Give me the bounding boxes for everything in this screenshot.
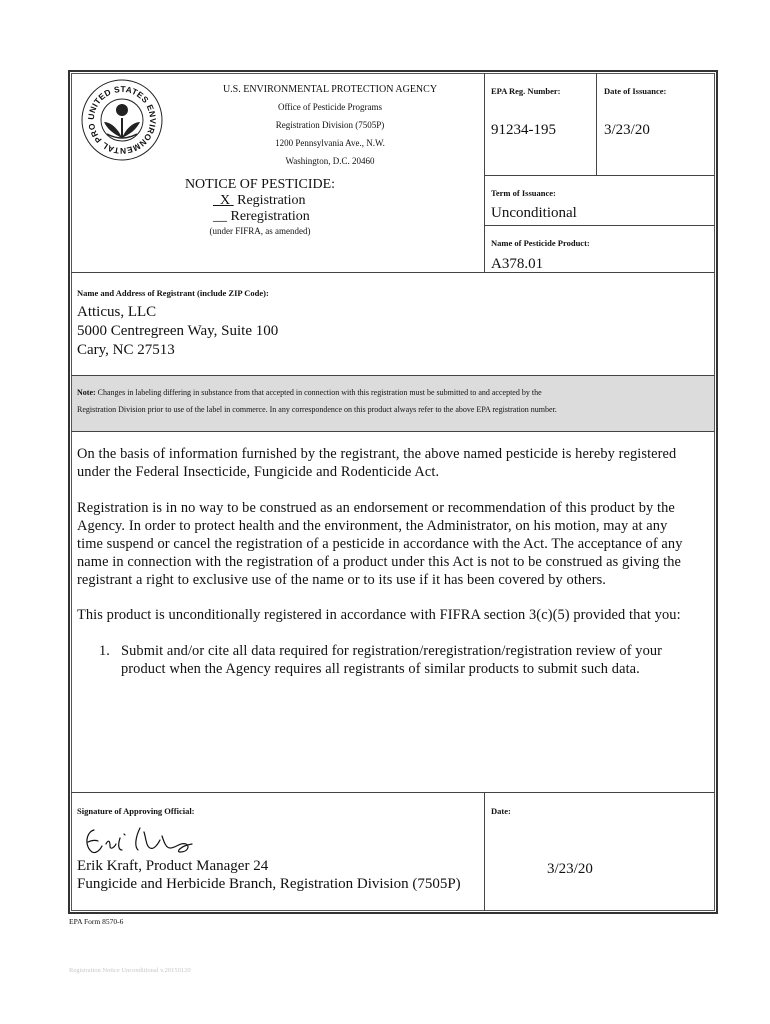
term-label: Term of Issuance: [491,188,556,198]
header-divider-right [596,73,597,175]
reregistration-mark: __ [213,209,227,224]
divider-header-bottom [71,272,715,273]
note-text-1: Changes in labeling differing in substance from that accepted in connection with this registration must be submitted to and accepted by the [97,388,542,397]
reregistration-label: Reregistration [230,209,310,224]
body-p2-line-5: registrant a right to exclusive use of the name or to its use if it has been covered by others. [77,572,607,588]
form-number: EPA Form 8570-6 [69,917,124,926]
issuance-date-label: Date of Issuance: [604,86,667,96]
body-p2-line-2: Agency. In order to protect health and the environment, the Administrator, on his motion, may at any [77,518,668,534]
product-name-value: A378.01 [491,256,544,272]
term-value: Unconditional [491,205,577,221]
registration-option [213,193,306,209]
divider-body-bottom [71,792,715,793]
agency-city: Washington, D.C. 20460 [285,156,375,166]
note-text-2: Registration Division prior to use of the label in commerce. In any correspondence on this product always refer to the above EPA registration number. [77,405,557,414]
notice-title: NOTICE OF PESTICIDE: [184,177,336,192]
signer-name: Erik Kraft, Product Manager 24 [77,858,269,874]
registration-label: Registration [237,193,306,208]
registrant-label: Name and Address of Registrant (include ZIP Code): [77,288,269,298]
epa-seal-icon [80,78,164,162]
notice-subtitle: (under FIFRA, as amended) [209,226,311,236]
signature-date: 3/23/20 [547,861,593,877]
body-p2-line-3: time suspend or cancel the registration of a pesticide in accordance with the Act. The acceptance of any [77,536,683,552]
agency-division: Registration Division (7505P) [275,120,385,130]
handwritten-signature [80,822,200,858]
agency-name: U.S. ENVIRONMENTAL PROTECTION AGENCY [222,84,438,95]
header-row-divider-1 [484,175,715,176]
issuance-date-value: 3/23/20 [604,122,650,138]
registrant-street: 5000 Centregreen Way, Suite 100 [77,323,279,339]
form-inner-border [71,73,715,911]
note-background [72,376,714,431]
list-item-line-1: Submit and/or cite all data required for registration/reregistration/registration review of your [121,643,663,659]
body-p1-line-1: On the basis of information furnished by the registrant, the above named pesticide is hereby registered [77,446,677,462]
list-item-number: 1. [99,643,110,659]
faint-reference: Registration Notice Unconditional v.20150120 [69,967,191,974]
product-name-label: Name of Pesticide Product: [491,238,590,248]
body-p3: This product is unconditionally registered in accordance with FIFRA section 3(c)(5) provided that you: [77,607,681,623]
reregistration-option [213,209,310,225]
note-label: Note: [77,388,96,397]
reg-number-label: EPA Reg. Number: [491,86,561,96]
list-item-line-2: product when the Agency requires all registrants of similar products to submit such data. [121,661,640,677]
registrant-name: Atticus, LLC [77,304,157,320]
body-p2-line-1: Registration is in no way to be construed as an endorsement or recommendation of this product by the [77,500,675,516]
svg-text:UNITED STATES ENVIRONMENTAL PR: UNITED STATES ENVIRONMENTAL PRO [85,83,159,157]
divider-note-bottom [71,431,715,432]
header-divider-left [484,73,485,272]
date-label: Date: [491,806,511,816]
body-p1-line-2: under the Federal Insecticide, Fungicide and Rodenticide Act. [77,464,440,480]
signer-branch: Fungicide and Herbicide Branch, Registration Division (7505P) [77,876,461,892]
agency-office: Office of Pesticide Programs [277,102,383,112]
header-row-divider-2 [484,225,715,226]
body-p2-line-4: name in connection with the registration of a product under this Act is not to be construed as giving the [77,554,681,570]
note-line-1 [77,388,542,397]
agency-street: 1200 Pennsylvania Ave., N.W. [275,138,385,148]
registrant-city: Cary, NC 27513 [77,342,175,358]
signature-divider [484,792,485,911]
signature-label: Signature of Approving Official: [77,806,195,816]
registration-mark: X [220,193,231,208]
reg-number-value: 91234-195 [491,122,556,138]
